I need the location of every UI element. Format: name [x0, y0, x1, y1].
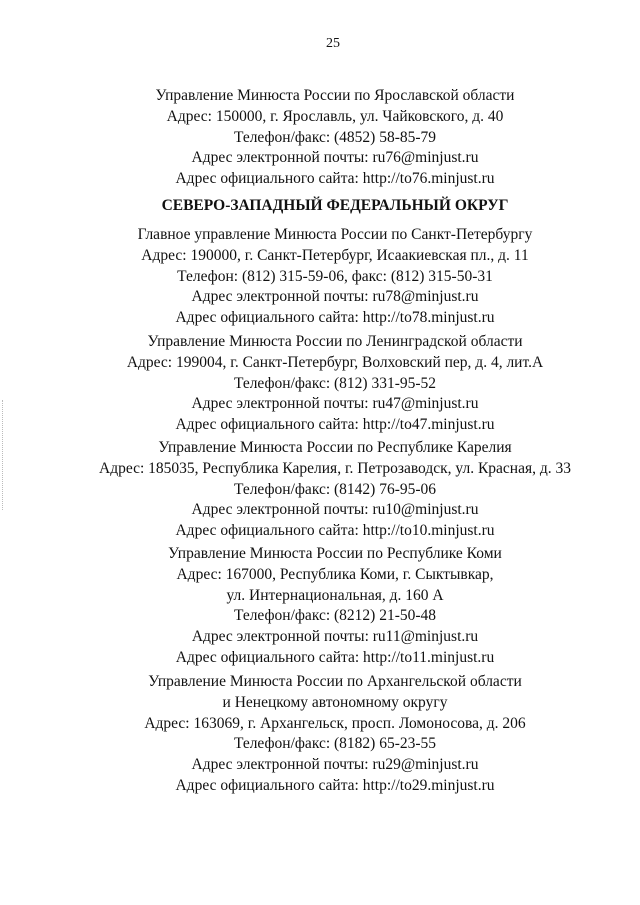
office-name: Главное управление Минюста России по Санкт-Петербургу — [137, 226, 533, 243]
office-phone: Телефон/факс: (812) 331-95-52 — [233, 374, 437, 392]
office-name: Управление Минюста России по Республике Карелия — [158, 439, 512, 456]
office-email: Адрес электронной почты: ru78@minjust.ru — [191, 288, 479, 306]
office-email: Адрес электронной почты: ru10@minjust.ru — [191, 501, 479, 519]
office-website: Адрес официального сайта: http://to47.minjust.ru — [175, 416, 495, 434]
office-block-arkhangelsk — [30, 672, 640, 797]
office-block-karelia — [30, 438, 640, 542]
office-address: Адрес: 199004, г. Санкт-Петербург, Волховский пер, д. 4, лит.А — [126, 353, 544, 371]
office-email: Адрес электронной почты: ru47@minjust.ru — [191, 395, 479, 413]
office-phone: Телефон/факс: (8142) 76-95-06 — [233, 480, 437, 498]
office-name: Управление Минюста России по Ленинградской области — [147, 333, 523, 350]
office-name: Управление Минюста России по Ярославской области — [155, 87, 515, 104]
district-heading: СЕВЕРО-ЗАПАДНЫЙ ФЕДЕРАЛЬНЫЙ ОКРУГ — [161, 197, 509, 214]
office-block-yaroslavl — [30, 86, 640, 190]
office-name: Управление Минюста России по Архангельской области — [148, 673, 522, 690]
office-address: Адрес: 163069, г. Архангельск, просп. Ломоносова, д. 206 — [144, 714, 526, 732]
office-email: Адрес электронной почты: ru76@minjust.ru — [191, 149, 479, 167]
office-address: Адрес: 185035, Республика Карелия, г. Петрозаводск, ул. Красная, д. 33 — [99, 459, 571, 477]
page-number: 25 — [326, 36, 340, 51]
office-phone: Телефон/факс: (4852) 58-85-79 — [233, 128, 437, 146]
office-block-spb — [30, 225, 640, 329]
office-address: Адрес: 167000, Республика Коми, г. Сыктывкар, — [176, 565, 494, 583]
office-name-cont: и Ненецкому автономному округу — [222, 693, 448, 711]
office-website: Адрес официального сайта: http://to11.minjust.ru — [175, 648, 495, 666]
office-website: Адрес официального сайта: http://to76.minjust.ru — [175, 170, 495, 188]
office-website: Адрес официального сайта: http://to29.minjust.ru — [175, 776, 495, 794]
office-website: Адрес официального сайта: http://to10.minjust.ru — [175, 522, 495, 540]
office-phone: Телефон/факс: (8182) 65-23-55 — [233, 735, 437, 753]
scan-edge-mark — [2, 400, 3, 510]
office-block-komi — [30, 544, 640, 669]
office-block-leningrad — [30, 332, 640, 436]
office-phone: Телефон: (812) 315-59-06, факс: (812) 315-50-31 — [177, 267, 493, 285]
office-email: Адрес электронной почты: ru11@minjust.ru — [191, 628, 479, 646]
office-email: Адрес электронной почты: ru29@minjust.ru — [191, 756, 479, 774]
office-name: Управление Минюста России по Республике Коми — [168, 545, 502, 562]
office-website: Адрес официального сайта: http://to78.minjust.ru — [175, 309, 495, 327]
office-address: Адрес: 190000, г. Санкт-Петербург, Исаакиевская пл., д. 11 — [141, 246, 529, 264]
office-phone: Телефон/факс: (8212) 21-50-48 — [233, 607, 437, 625]
office-address: Адрес: 150000, г. Ярославль, ул. Чайковского, д. 40 — [166, 107, 504, 125]
office-address-cont: ул. Интернациональная, д. 160 А — [226, 586, 444, 604]
